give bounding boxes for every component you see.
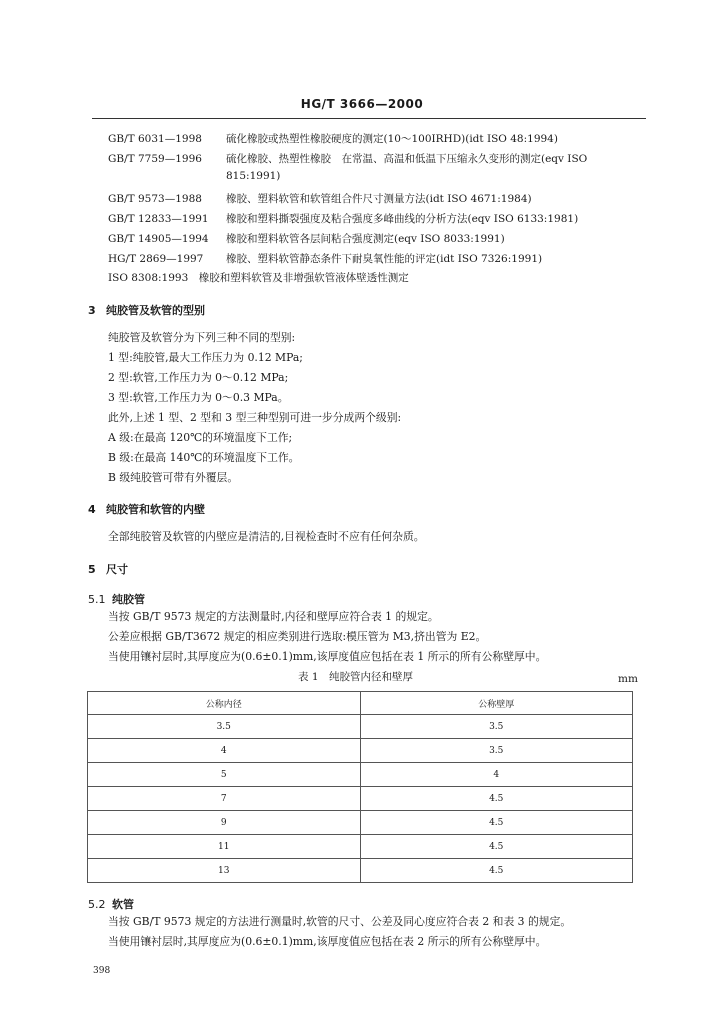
reference-item xyxy=(108,251,542,266)
reference-std: GB/T 6031—1998 xyxy=(108,133,202,145)
section-number: 4 xyxy=(88,503,96,516)
table-cell: 4.5 xyxy=(360,835,633,859)
paragraph-line: B 级:在最高 140℃的环境温度下工作。 xyxy=(108,451,300,464)
paragraph-line: 当按 GB/T 9573 规定的方法进行测量时,软管的尺寸、公差及同心度应符合表 2 和表 3 的规定。 xyxy=(108,915,572,928)
table-row xyxy=(88,739,633,763)
reference-item: ISO 8308:1993 橡胶和塑料软管及非增强软管液体壁透性测定 xyxy=(108,272,409,284)
table-cell: 4.5 xyxy=(360,811,633,835)
table-caption: 表 1 纯胶管内径和壁厚 xyxy=(298,671,414,683)
table-cell: 11 xyxy=(88,835,361,859)
reference-item xyxy=(108,151,587,166)
reference-item xyxy=(108,231,505,246)
table-cell: 13 xyxy=(88,859,361,883)
paragraph-line: 2 型:软管,工作压力为 0～0.12 MPa; xyxy=(108,371,289,384)
section-title: 纯胶管 xyxy=(112,593,145,606)
reference-item xyxy=(108,211,578,226)
table-row xyxy=(88,715,633,739)
paragraph-line: 纯胶管及软管分为下列三种不同的型别: xyxy=(108,331,296,344)
section-number: 5 xyxy=(88,563,96,576)
reference-title: 橡胶、塑料软管静态条件下耐臭氧性能的评定(idt ISO 7326:1991) xyxy=(226,253,543,265)
reference-std: HG/T 2869—1997 xyxy=(108,253,204,265)
paragraph-line: B 级纯胶管可带有外覆层。 xyxy=(108,471,239,484)
table-row xyxy=(88,859,633,883)
table-cell: 3.5 xyxy=(360,739,633,763)
section-number: 5.1 xyxy=(88,593,106,606)
paragraph-line: 当按 GB/T 9573 规定的方法测量时,内径和壁厚应符合表 1 的规定。 xyxy=(108,610,439,623)
paragraph-line: 当使用镶衬层时,其厚度应为(0.6±0.1)mm,该厚度值应包括在表 1 所示的所有公称壁厚中。 xyxy=(108,650,547,663)
reference-item xyxy=(108,131,558,146)
section-5-2-heading xyxy=(88,896,134,912)
table-cell: 7 xyxy=(88,787,361,811)
paragraph-line: 公差应根据 GB/T3672 规定的相应类别进行选取:模压管为 M3,挤出管为 E2。 xyxy=(108,630,487,643)
reference-title: 硫化橡胶或热塑性橡胶硬度的测定(10～100IRHD)(idt ISO 48:1994) xyxy=(226,133,558,145)
paragraph-line: 3 型:软管,工作压力为 0～0.3 MPa。 xyxy=(108,391,289,404)
table-unit: mm xyxy=(618,673,638,685)
reference-title: 橡胶和塑料撕裂强度及粘合强度多峰曲线的分析方法(eqv ISO 6133:1981) xyxy=(226,213,579,225)
table-header-row xyxy=(88,692,633,715)
table-row xyxy=(88,787,633,811)
reference-std: GB/T 7759—1996 xyxy=(108,153,202,165)
section-number: 3 xyxy=(88,304,96,317)
reference-continuation: 815:1991) xyxy=(226,170,281,182)
table-cell: 5 xyxy=(88,763,361,787)
table-cell: 4.5 xyxy=(360,859,633,883)
table-row xyxy=(88,835,633,859)
table-header-cell: 公称壁厚 xyxy=(360,692,633,715)
table-cell: 4.5 xyxy=(360,787,633,811)
reference-title: 橡胶和塑料软管各层间粘合强度测定(eqv ISO 8033:1991) xyxy=(226,233,505,245)
paragraph-line: 1 型:纯胶管,最大工作压力为 0.12 MPa; xyxy=(108,351,303,364)
reference-item xyxy=(108,191,532,206)
paragraph-line: 此外,上述 1 型、2 型和 3 型三种型别可进一步分成两个级别: xyxy=(108,411,402,424)
header-rule xyxy=(92,118,646,119)
table-cell: 4 xyxy=(360,763,633,787)
section-number: 5.2 xyxy=(88,898,106,911)
section-title: 尺寸 xyxy=(106,563,128,576)
section-title: 纯胶管和软管的内壁 xyxy=(106,503,205,516)
paragraph-line: 全部纯胶管及软管的内壁应是清洁的,目视检查时不应有任何杂质。 xyxy=(108,530,425,543)
table-cell: 3.5 xyxy=(88,715,361,739)
table-cell: 4 xyxy=(88,739,361,763)
table-cell: 9 xyxy=(88,811,361,835)
page-number: 398 xyxy=(93,966,111,976)
reference-title: 硫化橡胶、热塑性橡胶 在常温、高温和低温下压缩永久变形的测定(eqv ISO xyxy=(226,153,588,165)
table-row xyxy=(88,811,633,835)
section-5-1-heading xyxy=(88,591,145,607)
table-header-cell: 公称内径 xyxy=(88,692,361,715)
section-title: 纯胶管及软管的型别 xyxy=(106,304,205,317)
reference-std: GB/T 12833—1991 xyxy=(108,213,209,225)
section-4-heading xyxy=(88,501,205,517)
paragraph-line: A 级:在最高 120℃的环境温度下工作; xyxy=(108,431,293,444)
section-title: 软管 xyxy=(112,898,134,911)
reference-std: GB/T 9573—1988 xyxy=(108,193,202,205)
section-3-heading xyxy=(88,302,205,318)
table-cell: 3.5 xyxy=(360,715,633,739)
table-row xyxy=(88,763,633,787)
reference-std: GB/T 14905—1994 xyxy=(108,233,209,245)
page-header: HG/T 3666—2000 xyxy=(300,97,424,111)
section-5-heading xyxy=(88,561,128,577)
dimensions-table xyxy=(87,691,633,883)
reference-title: 橡胶、塑料软管和软管组合件尺寸测量方法(idt ISO 4671:1984) xyxy=(226,193,532,205)
paragraph-line: 当使用镶衬层时,其厚度应为(0.6±0.1)mm,该厚度值应包括在表 2 所示的所有公称壁厚中。 xyxy=(108,935,547,948)
